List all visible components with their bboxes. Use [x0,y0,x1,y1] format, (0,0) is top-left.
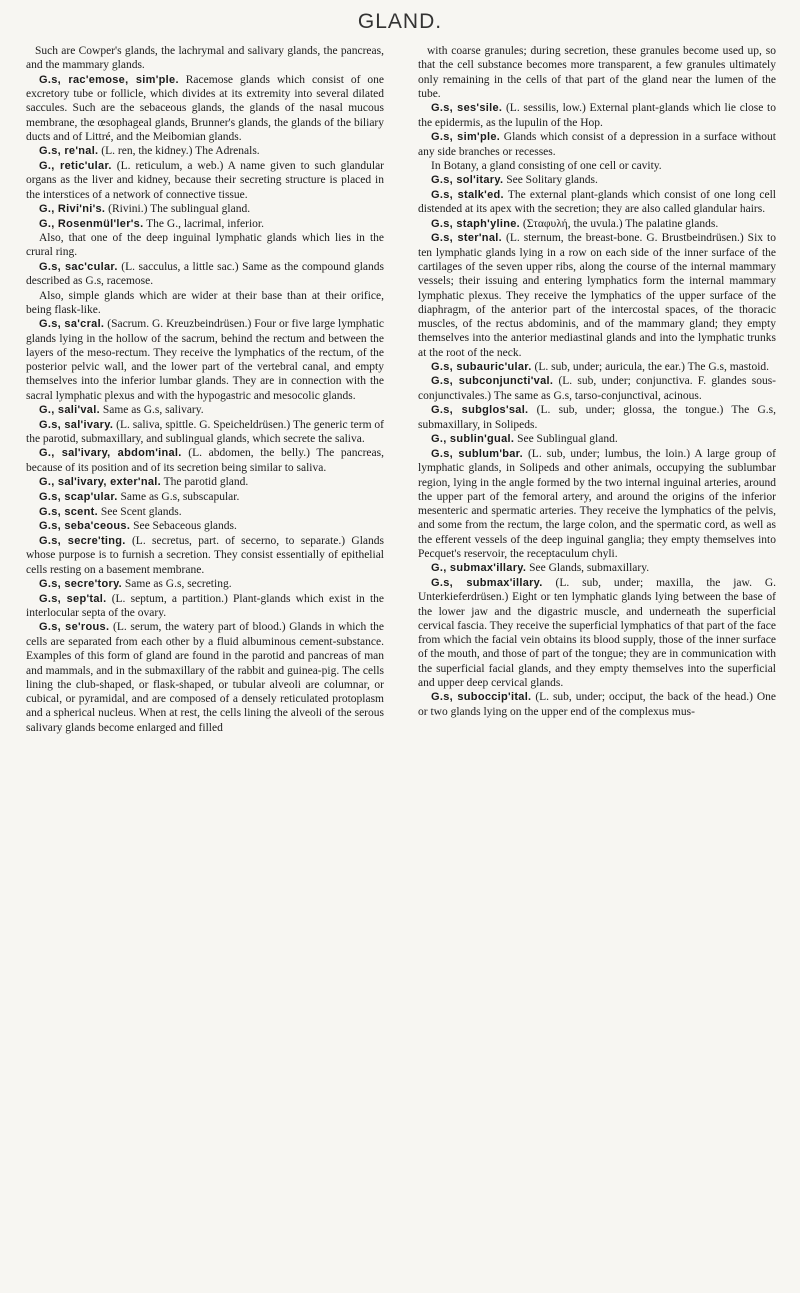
entry-definition: (L. sub, under; lumbus, the loin.) A large group of lymphatic glands, in Solipeds and other animals, occupying the sublumbar region, lying in the angle formed by the two internal inguinal arteries, around the upper part of the femoral artery, and around the origins of the inferior mesenteric and spermatic arteries. They receive the lymphatics of the pelvis, and some from the rectum, the large colon, and the spermatic cord, as well as the efferent vessels of the deep inguinal ganglia; they empty themselves into Pecquet's reservoir, the receptaculum chyli. [418,447,776,560]
dictionary-entry [418,173,776,188]
entry-definition: The G., lacrimal, inferior. [146,217,264,230]
dictionary-entry [26,231,384,260]
entry-term: G., Rosenmül'ler's. [39,217,144,230]
entry-definition: (Sacrum. G. Kreuzbeindrüsen.) Four or five large lymphatic glands lying in the hollow of the sacrum, behind the rectum and between the layers of the meso-rectum. They receive the lymphatics of the rectum, of the posterior pelvic wall, and the lower part of the vertebral canal, and empty themselves into the inferior lumbar glands. They are in connection with the sacral lymphatic plexus and with the hypogastric and mesocolic glands. [26,318,384,402]
entry-term: G., sublin'gual. [431,433,515,446]
entry-definition: (L. secretus, part. of secerno, to separate.) Glands whose purpose is to furnish a secretion. They consist essentially of epithelial cells resting on a basement membrane. [26,534,384,576]
entry-definition: See Scent glands. [100,505,182,518]
entry-term: G.s, se'rous. [39,621,110,634]
dictionary-entry [418,447,776,561]
dictionary-entry [418,44,776,101]
entry-definition: (L. sessilis, low.) External plant-glands which lie close to the epidermis, as the lupulin of the Hop. [418,102,776,129]
dictionary-entry [26,534,384,577]
dictionary-entry [418,231,776,360]
entry-definition: The external plant-glands which consist of one long cell distended at its apex with the secretion; they are also called glandular hairs. [418,188,776,216]
entry-term: G.s, sal'ivary. [39,418,114,431]
entry-term: G., submax'illary. [431,562,527,575]
dictionary-entry [26,519,384,534]
dictionary-entry [26,202,384,217]
entry-definition: (L. abdomen, the belly.) The pancreas, because of its position and of its secretion being similar to saliva. [26,447,384,474]
entry-definition: (L. sub, under; occiput, the back of the head.) One or two glands lying on the upper end of the complexus mus- [418,691,776,718]
entry-term: G.s, scent. [39,505,98,518]
entry-definition: Same as G.s, subscapular. [120,490,240,503]
entry-definition: (L. sternum, the breast-bone. G. Brustbeindrüsen.) Six to ten lymphatic glands lying in a row on each side of the inner surface of the cartilages of the seven upper ribs, along the course of the internal mammary vessels; their issuing and entering lymphatics form the internal mammary lymphatic plexus. They receive the lymphatics of the upper surface of the diaphragm, of the anterior part of the intercostal spaces, of the thoracic muscles, of the rectus abdominis, and of the mammary gland; they empty themselves into the anterior mediastinal glands and into the lymphatic trunks at the root of the neck. [418,232,776,359]
entry-term: G.s, subconjuncti'val. [431,375,554,388]
entry-definition: (L. sub, under; conjunctiva. F. glandes sous-conjunctivales.) The same as G.s, tarso-conjunctival, acinous. [418,375,776,402]
entry-term: G.s, submax'illary. [431,576,543,589]
entry-term: G., sal'ivary, abdom'inal. [39,447,182,460]
entry-definition: Same as G.s, salivary. [102,403,204,416]
dictionary-entry [26,44,384,73]
dictionary-entry [26,446,384,475]
entry-term: G.s, suboccip'ital. [431,691,532,704]
dictionary-entry [418,432,776,447]
entry-term: G., retic'ular. [39,159,112,172]
entry-definition: Also, that one of the deep inguinal lymphatic glands which lies in the crural ring. [26,232,384,259]
entry-term: G.s, secre'ting. [39,534,126,547]
entry-term: G.s, seba'ceous. [39,520,131,533]
dictionary-entry [418,360,776,375]
dictionary-entry [26,144,384,159]
dictionary-entry [418,101,776,130]
dictionary-entry [418,217,776,232]
entry-definition: See Solitary glands. [506,174,598,186]
entry-definition: (Σταφυλή, the uvula.) The palatine glands. [522,217,719,230]
entry-term: G.s, rac'emose, sim'ple. [39,73,179,86]
entry-definition: (L. septum, a partition.) Plant-glands which exist in the interlocular septa of the ovary. [26,592,384,620]
entry-definition: Such are Cowper's glands, the lachrymal and salivary glands, the pancreas, and the mammary glands. [26,45,384,72]
entry-term: G.s, scap'ular. [39,490,118,503]
entry-term: G.s, re'nal. [39,145,99,158]
entry-definition: (L. sacculus, a little sac.) Same as the compound glands described as G.s, racemose. [26,260,384,288]
entry-definition: (Rivini.) The sublingual gland. [108,202,251,215]
entry-definition: Glands which consist of a depression in a surface without any side branches or recesses. [418,130,776,158]
entry-term: G.s, subglos'sal. [431,404,529,417]
entry-definition: See Sublingual gland. [517,433,618,446]
entry-definition: See Glands, submaxillary. [529,562,650,575]
entry-term: G.s, secre'tory. [39,577,123,590]
dictionary-entry [26,289,384,318]
dictionary-entry [26,418,384,447]
dictionary-entry [418,576,776,690]
entry-definition: Same as G.s, secreting. [124,577,232,590]
entry-definition: (L. ren, the kidney.) The Adrenals. [101,145,260,158]
dictionary-entry [26,620,384,734]
entry-term: G.s, ster'nal. [431,232,502,245]
entry-definition: (L. reticulum, a web.) A name given to such glandular organs as the liver and kidney, because their secreting structure is placed in the interstices of a network of connective tissue. [26,159,384,201]
dictionary-entry [26,592,384,621]
entry-definition: In Botany, a gland consisting of one cell or cavity. [431,159,662,172]
dictionary-entry [26,317,384,403]
page-header-title: GLAND. [357,10,443,33]
dictionary-entry [26,159,384,202]
dictionary-entry [26,403,384,418]
entry-definition: (L. sub, under; maxilla, the jaw. G. Unterkieferdrüsen.) Eight or ten lymphatic glands lying between the base of the lower jaw and the digastric muscle, and underneath the superficial cervical fascia. They receive the superficial lymphatics of that part of the face from which the facial vein obtains its blood supply, those of the inner surface of the mouth, and those of part of the tongue; they are in communication with the superficial facial glands, and they empty themselves into the superficial and upper deep cervical glands. [418,576,776,689]
entry-term: G.s, sublum'bar. [431,447,524,460]
entry-definition: (L. sub, under; glossa, the tongue.) The G.s, submaxillary, in Solipeds. [418,404,776,431]
entry-definition: See Sebaceous glands. [133,520,237,533]
entry-term: G.s, sol'itary. [431,174,504,186]
dictionary-entry [26,577,384,592]
entry-term: G.s, sim'ple. [431,130,501,143]
dictionary-entry [26,475,384,490]
entry-term: G., sal'ivary, exter'nal. [39,476,161,489]
entry-definition: (L. serum, the watery part of blood.) Glands in which the cells are separated from each other by a fluid albuminous cement-substance. Examples of this form of gland are found in the parotid and pancreas of man and mammals, and in the submaxillary of the rabbit and guinea-pig. The cells lining the club-shaped, or flask-shaped, or tubular alveoli are columnar, or cubical, or pyramidal, and are composed of a densely reticulated protoplasm and a spherical nucleus. When at rest, the cells lining the alveoli of the serous salivary glands become enlarged and filled [26,621,384,734]
entry-term: G.s, ses'sile. [431,102,503,114]
entry-definition: Also, simple glands which are wider at their base than at their orifice, being flask-like. [26,289,384,316]
entry-term: G.s, staph'yline. [431,217,521,230]
entry-term: G.s, subauric'ular. [431,360,532,373]
left-column [26,44,384,1282]
dictionary-entry [418,374,776,403]
dictionary-entry [418,561,776,576]
dictionary-entry [418,690,776,719]
dictionary-entry [418,159,776,173]
dictionary-entry [418,188,776,217]
entry-term: G.s, sac'cular. [39,260,118,273]
entry-term: G., Rivi'ni's. [39,202,106,215]
dictionary-entry [26,505,384,520]
dictionary-entry [418,403,776,432]
entry-definition: with coarse granules; during secretion, these granules become used up, so that the cell substance becomes more transparent, a few granules ultimately only remaining in the cells of that part of the gland near the lumen of the tube. [418,45,776,100]
dictionary-entry [26,217,384,232]
dictionary-entry [26,490,384,505]
entry-term: G.s, stalk'ed. [431,188,504,201]
dictionary-entry [26,260,384,289]
right-column [418,44,776,1282]
entry-definition: The parotid gland. [163,476,249,489]
dictionary-entry [26,73,384,145]
entry-definition: (L. saliva, spittle. G. Speicheldrüsen.) The generic term of the parotid, submaxillary, and sublingual glands, which secrete the saliva. [26,418,384,446]
entry-definition: (L. sub, under; auricula, the ear.) The G.s, mastoid. [534,360,770,373]
entry-term: G.s, sep'tal. [39,592,107,605]
entry-definition: Racemose glands which consist of one excretory tube or follicle, which divides at its extremity into several dilated saccules. Such are the sebaceous glands, the glands of the nasal mucous membrane, the œsophageal glands, Brunner's glands, the glands of the biliary ducts and of Littré, and the Meibomian glands. [26,73,384,143]
entry-term: G., sali'val. [39,403,100,416]
dictionary-entry [418,130,776,159]
entry-term: G.s, sa'cral. [39,318,105,330]
